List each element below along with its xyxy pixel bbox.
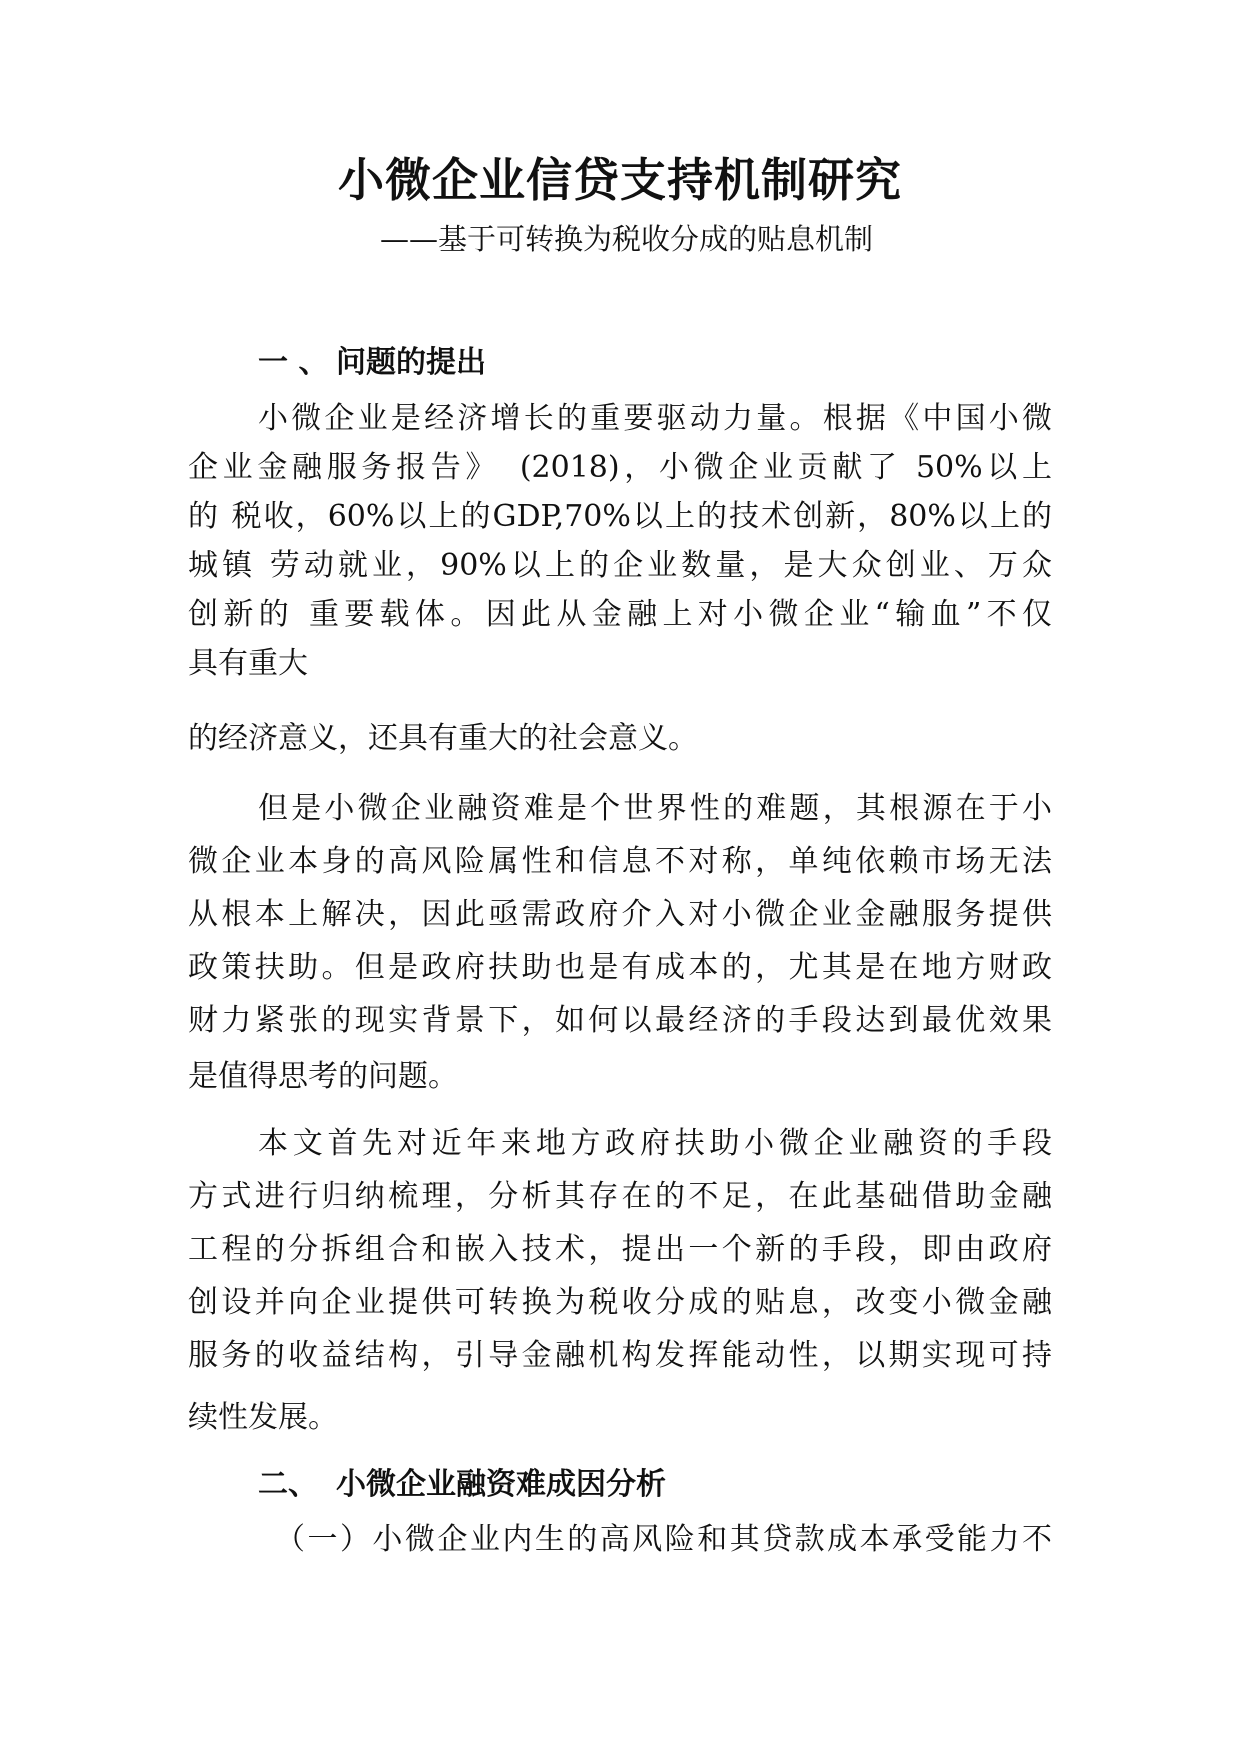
section-2-title: 小微企业融资难成因分析 (336, 1467, 666, 1502)
paragraph-line: 服务的收益结构，引导金融机构发挥能动性，以期实现可持 (188, 1338, 1052, 1373)
paragraph-line: 企业金融服务报告》 (2018)，小微企业贡献了 50%以上 (188, 450, 1052, 485)
document-subtitle: ——基于可转换为税收分成的贴息机制 (380, 222, 874, 256)
paragraph-line: 方式进行归纳梳理，分析其存在的不足，在此基础借助金融 (188, 1179, 1052, 1214)
section-1-heading (258, 342, 486, 384)
paragraph-line: 的 税收，60%以上的GDP,70%以上的技术创新，80%以上的 (188, 499, 1052, 534)
paragraph-line: 续性发展。 (188, 1400, 338, 1435)
section-1-number: 一 、 (258, 345, 329, 380)
paragraph-line: 的经济意义，还具有重大的社会意义。 (188, 721, 698, 756)
paragraph-line: 但是小微企业融资难是个世界性的难题，其根源在于小 (258, 791, 1052, 826)
section-2-heading (258, 1464, 666, 1506)
section-2-number: 二、 (258, 1467, 318, 1502)
paragraph-line: 创新的 重要载体。因此从金融上对小微企业“输血”不仅 (188, 597, 1052, 632)
paragraph-line: 城镇 劳动就业，90%以上的企业数量，是大众创业、万众 (188, 548, 1052, 583)
paragraph-line: 小微企业是经济增长的重要驱动力量。根据《中国小微 (258, 401, 1052, 436)
subsection-1-line: （一）小微企业内生的高风险和其贷款成本承受能力不 (275, 1522, 1052, 1557)
paragraph-line: 创设并向企业提供可转换为税收分成的贴息，改变小微金融 (188, 1285, 1052, 1320)
section-1-title: 问题的提出 (336, 345, 486, 380)
paragraph-line: 政策扶助。但是政府扶助也是有成本的，尤其是在地方财政 (188, 950, 1052, 985)
document-title: 小微企业信贷支持机制研究 (338, 153, 902, 207)
paragraph-line: 本文首先对近年来地方政府扶助小微企业融资的手段 (258, 1126, 1052, 1161)
paragraph-line: 是值得思考的问题。 (188, 1059, 458, 1094)
paragraph-line: 财力紧张的现实背景下，如何以最经济的手段达到最优效果 (188, 1003, 1052, 1038)
paragraph-line: 微企业本身的高风险属性和信息不对称，单纯依赖市场无法 (188, 844, 1052, 879)
paragraph-line: 从根本上解决，因此亟需政府介入对小微企业金融服务提供 (188, 897, 1052, 932)
paragraph-line: 工程的分拆组合和嵌入技术，提出一个新的手段，即由政府 (188, 1232, 1052, 1267)
paragraph-line: 具有重大 (188, 646, 308, 681)
